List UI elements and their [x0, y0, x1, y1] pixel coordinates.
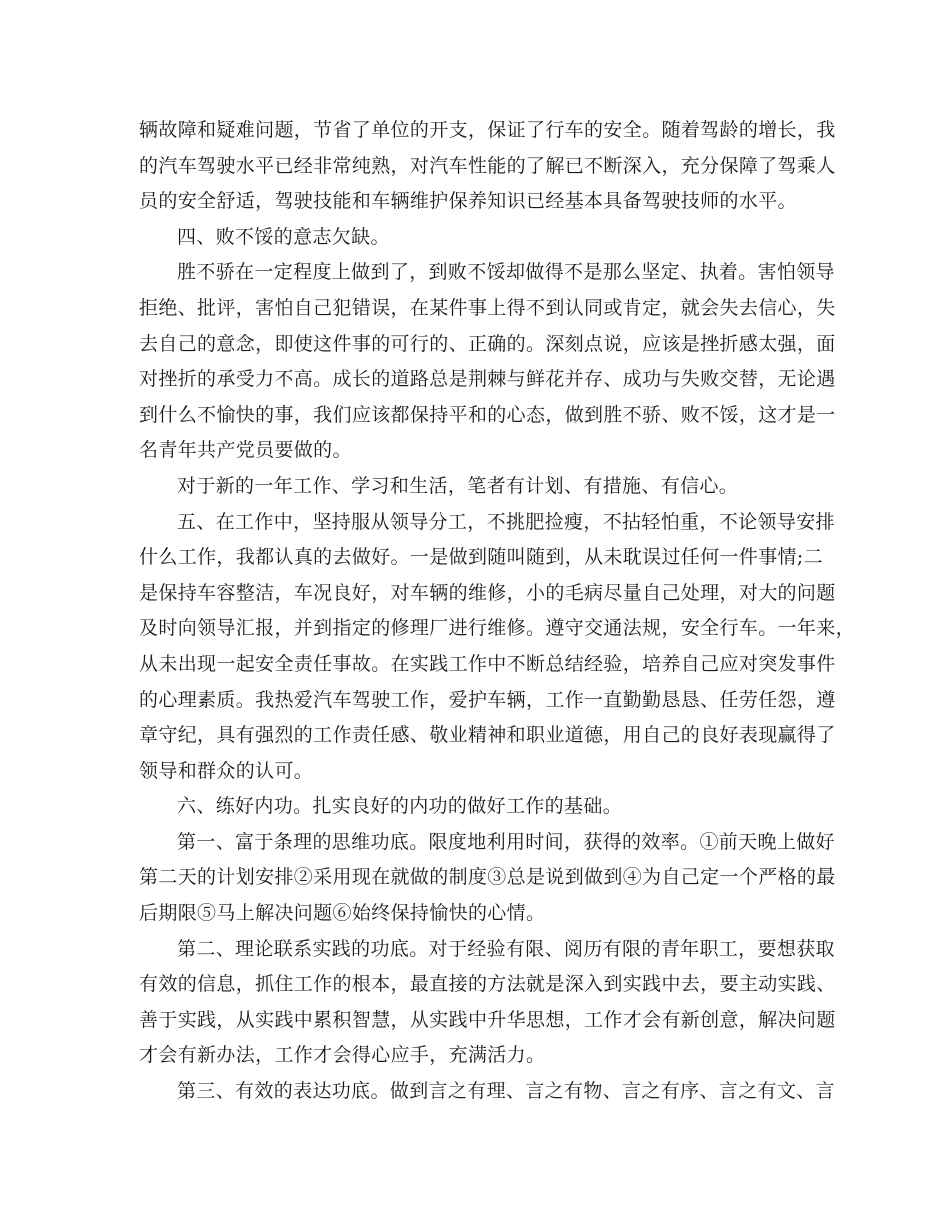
text-line: 员的安全舒适，驾驶技能和车辆维护保养知识已经基本具备驾驶技师的水平。	[139, 190, 797, 213]
text-line: 领导和群众的认可。	[139, 759, 314, 782]
text-line: 才会有新办法，工作才会得心应手，充满活力。	[139, 1044, 546, 1067]
text-line: 辆故障和疑难问题，节省了单位的开支，保证了行车的安全。随着驾龄的增长，我	[139, 119, 836, 141]
text-line: 善于实践，从实践中累积智慧，从实践中升华思想，工作才会有新创意，解决问题	[139, 1008, 836, 1031]
text-line: 从未出现一起安全责任事故。在实践工作中不断总结经验，培养自己应对突发事件	[139, 652, 836, 675]
section-heading: 五、在工作中，坚持服从领导分工，不挑肥捡瘦，不拈轻怕重，不论领导安排	[177, 510, 835, 533]
section-heading: 四、败不馁的意志欠缺。	[177, 225, 390, 248]
text-line: 章守纪，具有强烈的工作责任感、敬业精神和职业道德，用自己的良好表现赢得了	[139, 724, 836, 747]
text-line: 对挫折的承受力不高。成长的道路总是荆棘与鲜花并存、成功与失败交替，无论遇	[139, 368, 836, 391]
text-line: 第二、理论联系实践的功底。对于经验有限、阅历有限的青年职工，要想获取	[177, 937, 835, 960]
text-line: 拒绝、批评，害怕自己犯错误，在某件事上得不到认同或肯定，就会失去信心，失	[139, 296, 836, 319]
text-line: 到什么不愉快的事，我们应该都保持平和的心态，做到胜不骄、败不馁，这才是一	[139, 403, 836, 426]
text-line: 什么工作，我都认真的去做好。一是做到随叫随到，从未耽误过任何一件事情;二	[139, 546, 824, 569]
text-line: 及时向领导汇报，并到指定的修理厂进行维修。遵守交通法规，安全行车。一年来，	[139, 617, 855, 640]
text-line: 胜不骄在一定程度上做到了，到败不馁却做得不是那么坚定、执着。害怕领导	[177, 261, 835, 284]
section-heading: 六、练好内功。扎实良好的内功的做好工作的基础。	[177, 795, 623, 818]
text-line: 有效的信息，抓住工作的根本，最直接的方法就是深入到实践中去，要主动实践、	[139, 973, 836, 996]
text-line: 第二天的计划安排②采用现在就做的制度③总是说到做到④为自己定一个严格的最	[139, 866, 836, 889]
text-line: 的心理素质。我热爱汽车驾驶工作，爱护车辆，工作一直勤勤恳恳、任劳任怨，遵	[139, 688, 836, 711]
text-line: 后期限⑤马上解决问题⑥始终保持愉快的心情。	[139, 902, 546, 925]
text-line: 的汽车驾驶水平已经非常纯熟，对汽车性能的了解已不断深入，充分保障了驾乘人	[139, 154, 836, 177]
text-line: 是保持车容整洁，车况良好，对车辆的维修，小的毛病尽量自己处理，对大的问题	[139, 581, 836, 604]
text-line: 名青年共产党员要做的。	[139, 439, 352, 462]
text-line: 去自己的意念，即使这件事的可行的、正确的。深刻点说，应该是挫折感太强，面	[139, 332, 836, 355]
text-line: 第三、有效的表达功底。做到言之有理、言之有物、言之有序、言之有文、言	[177, 1080, 835, 1103]
text-line: 对于新的一年工作、学习和生活，笔者有计划、有措施、有信心。	[177, 474, 739, 497]
document-body	[139, 113, 855, 1110]
text-line: 第一、富于条理的思维功底。限度地利用时间，获得的效率。①前天晚上做好	[177, 830, 835, 853]
